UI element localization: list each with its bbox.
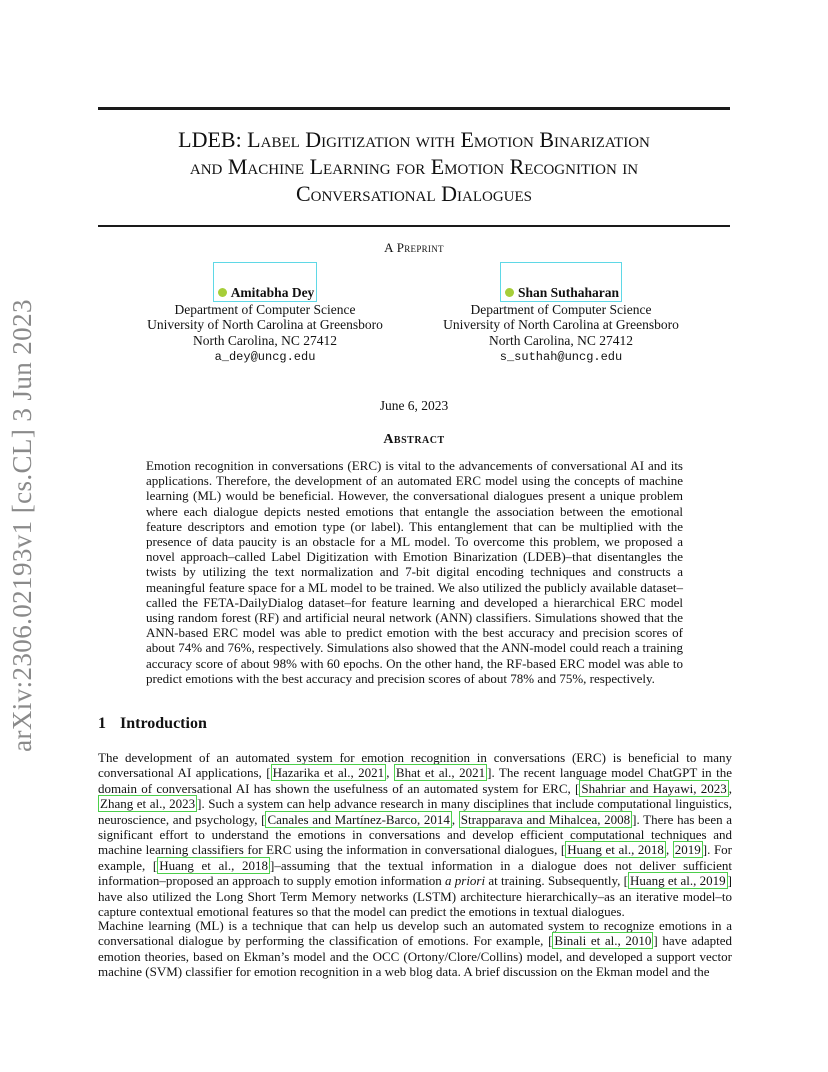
author-address: North Carolina, NC 27412 [193,332,337,348]
abstract-heading: Abstract [383,432,445,447]
paragraph-text: , [665,842,673,858]
paragraph-text: at training. Subsequently, [ [485,873,628,889]
italic-phrase: a priori [445,873,486,889]
paragraph-text: ]–assuming that the textual information in a dialogue does not deliver sufficient information–proposed an approach to supply emotion information [98,857,733,889]
paragraph-text: , [728,780,732,796]
author-university: University of North Carolina at Greensboro [147,317,383,332]
title-top-rule [98,107,730,110]
author-name-link[interactable] [500,262,622,302]
citation-link[interactable]: Huang et al., 2019 [629,873,726,889]
title-line-3: Conversational Dialogues [295,181,533,206]
author-department: Department of Computer Science [174,301,356,317]
title-bottom-rule [98,225,730,227]
citation-link[interactable]: Shahriar and Hayawi, 2023 [581,780,727,796]
abstract-text: Emotion recognition in conversations (ERC) is vital to the advancements of conversational AI and its applications. Therefore, the development of an automated ERC model using the concepts of machine learning (ML) would be beneficial. However, the conversational dialogues present a unique problem where each dialogue depicts nested emotions that entangle the association between the emotional feature descriptors and emotion type (or label). This entanglement that can be multiplied with the presence of data paucity is an obstacle for a ML model. To overcome this problem, we proposed a novel approach–called Label Digitization with Emotion Binarization (LDEB)–that disentangles the twists by utilizing the text normalization and 7-bit digital encoding techniques and constructs a meaningful feature space for a ML model to be trained. We also utilized the publicly available dataset–called the FETA-DailyDialog dataset–for feature learning and developed a hierarchical ERC model using random forest (RF) and artificial neural network (ANN) classifiers. Simulations showed that the ANN-based ERC model was able to predict emotion with the best accuracy and precision scores of about 74% and 76%, respectively. Simulations also showed that the ANN-model could reach a training accuracy score of about 98% with 60 epochs. On the other hand, the RF-based ERC model was able to predict emotions with the best accuracy and precision scores of about 78% and 75%, respectively. [146,458,683,686]
intro-paragraph-1 [98,750,732,919]
preprint-label: A Preprint [384,240,444,255]
paragraph-text: , [451,811,459,827]
section-number: 1 [98,715,106,732]
section-title: Introduction [120,715,207,732]
author-email: a_dey@uncg.edu [214,350,316,364]
arxiv-identifier-sidebar [0,290,44,760]
paragraph-text: ]. There has been a significant effort to understand the emotions in conversations and develop efficient computational techniques and machine learning classifiers for ERC using the information in conversational dialogues, [ [98,811,732,858]
author-block-1 [140,262,390,366]
title-line-2: and Machine Learning for Emotion Recognition in [189,154,639,179]
intro-paragraph-2 [98,918,732,980]
citation-link[interactable]: Zhang et al., 2023 [100,796,196,812]
citation-link[interactable]: Huang et al., 2018 [567,842,664,858]
author-name: Shan Suthaharan [518,285,619,300]
paragraph-text: The development of an automated system for emotion recognition in conversations (ERC) is beneficial to many conversational AI applications, [ [98,750,732,781]
author-university: University of North Carolina at Greensboro [443,317,679,332]
section-heading-introduction [98,715,207,733]
author-department: Department of Computer Science [470,301,652,317]
citation-link[interactable]: Canales and Martínez-Barco, 2014 [267,811,450,827]
orcid-icon[interactable] [218,288,227,297]
citation-link[interactable]: Huang et al., 2018 [159,857,269,873]
paragraph-text: ] have also utilized the Long Short Term Memory networks (LSTM) architecture hierarchically–as an iterative model–to capture contextual emotional features so that the model can predict the emotions in textual dialogues. [98,873,733,920]
paragraph-text: ]. For example, [ [98,842,733,873]
paragraph-text: ]. Such a system can help advance research in many disciplines that include computational linguistics, neuroscience, and psychology, [ [98,796,732,827]
author-email: s_suthah@uncg.edu [499,350,623,364]
title-line-1: LDEB: Label Digitization with Emotion Binarization [178,127,650,152]
author-name-link[interactable] [213,262,318,302]
arxiv-identifier-text: arXiv:2306.02193v1 [cs.CL] 3 Jun 2023 [6,298,37,752]
citation-link[interactable]: Hazarika et al., 2021 [272,765,385,781]
paragraph-text: Machine learning (ML) is a technique that can help us develop such an automated system to recognize emotions in a conversational dialogue by performing the classification of emotions. For example, [ [98,918,732,949]
paragraph-text: , [386,765,394,781]
citation-link[interactable]: Strapparava and Mihalcea, 2008 [460,811,631,827]
orcid-icon[interactable] [505,288,514,297]
paragraph-text: ]. The recent language model ChatGPT in the domain of conversational AI has shown the usefulness of an automated system for ERC, [ [98,765,732,796]
citation-link[interactable]: 2019 [674,842,701,858]
paper-title [98,126,730,207]
citation-link[interactable]: Binali et al., 2010 [554,933,652,949]
citation-link[interactable]: Bhat et al., 2021 [395,765,486,781]
paragraph-text: ] have adapted emotion theories, based on Ekman’s model and the OCC (Ortony/Clore/Collins) model, and developed a support vector machine (SVM) classifier for emotion recognition in a web blog data. A brief discussion on the Ekman model and the [98,933,732,980]
author-address: North Carolina, NC 27412 [489,332,633,348]
author-block-2 [436,262,686,366]
paper-date: June 6, 2023 [379,398,449,413]
author-name: Amitabha Dey [230,285,315,300]
